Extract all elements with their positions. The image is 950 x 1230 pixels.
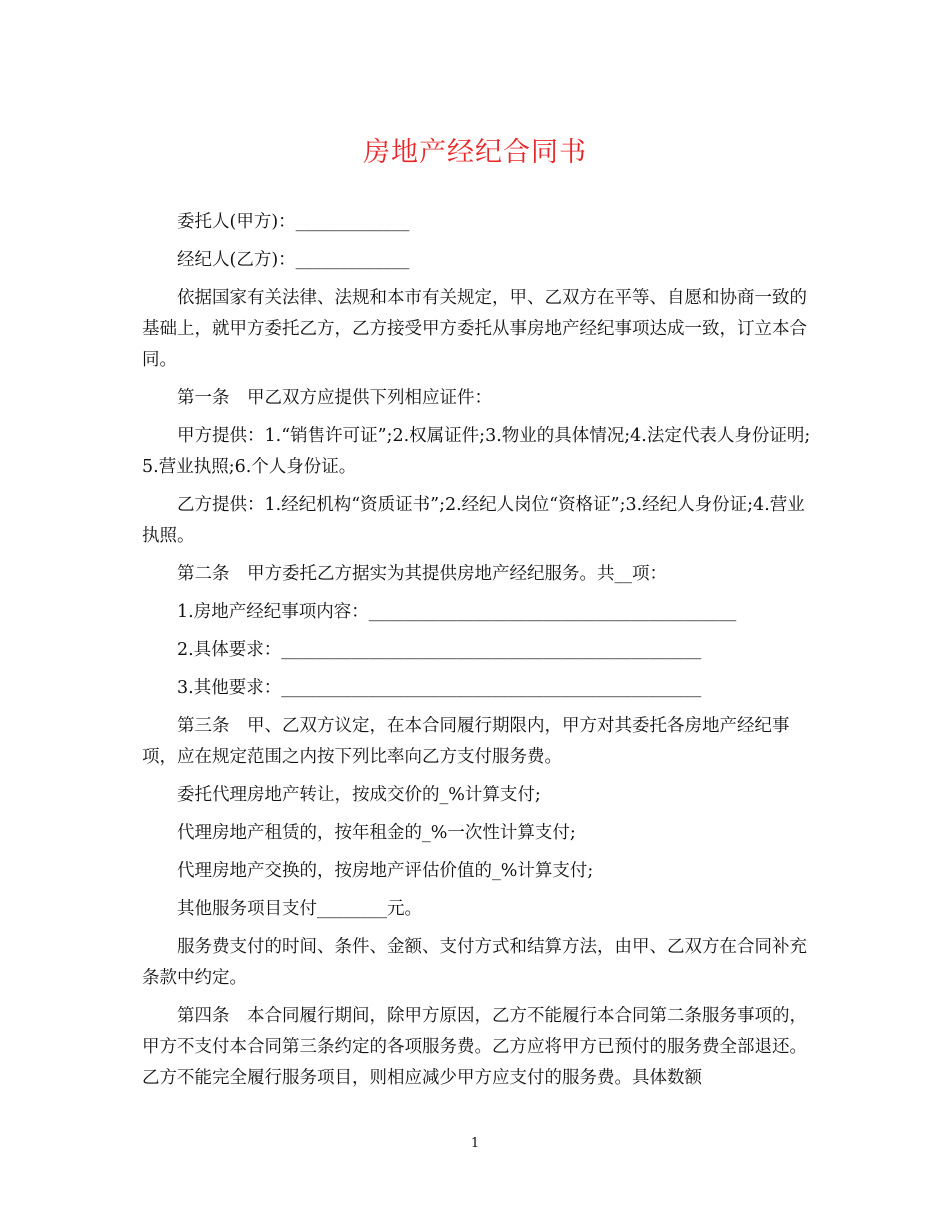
article-2-heading: 第二条 甲方委托乙方据实为其提供房地产经纪服务。共__项：	[177, 564, 667, 584]
article-4-text: 第四条 本合同履行期间，除甲方原因，乙方不能履行本合同第二条服务事项的，甲方不支付本合同第三条约定的各项服务费。乙方应将甲方已预付的服务费全部退还。乙方不能完全履行服务项目，则相应减少甲方应支付的服务费。具体数额	[142, 1006, 807, 1088]
paragraph-preamble: 依据国家有关法律、法规和本市有关规定，甲、乙双方在平等、自愿和协商一致的基础上，就甲方委托乙方，乙方接受甲方委托从事房地产经纪事项达成一致，订立本合同。	[142, 288, 807, 370]
article-1-heading: 第一条 甲乙双方应提供下列相应证件：	[177, 388, 492, 408]
document-body	[142, 207, 814, 1101]
fee-other: 其他服务项目支付________元。	[177, 899, 422, 919]
article-2-item-3: 3.其他要求：________________________________________________	[177, 678, 702, 698]
paragraph-agent: 经纪人(乙方)：_____________	[177, 250, 410, 270]
fee-lease: 代理房地产租赁的，按年租金的_%一次性计算支付;	[177, 823, 576, 843]
fee-payment-terms: 服务费支付的时间、条件、金额、支付方式和结算方法，由甲、乙双方在合同补充条款中约定。	[142, 937, 807, 988]
paragraph-client: 委托人(甲方)：_____________	[177, 212, 410, 232]
article-3-text: 第三条 甲、乙双方议定，在本合同履行期限内，甲方对其委托各房地产经纪事项，应在规定范围之内按下列比率向乙方支付服务费。	[142, 716, 790, 767]
page-number: 1	[470, 1136, 480, 1151]
party-a-documents: 甲方提供：1.“销售许可证”;2.权属证件;3.物业的具体情况;4.法定代表人身份证明;5.营业执照;6.个人身份证。	[142, 426, 811, 477]
party-b-documents: 乙方提供：1.经纪机构“资质证书”;2.经纪人岗位“资格证”;3.经纪人身份证;4.营业执照。	[142, 495, 805, 546]
fee-transfer: 委托代理房地产转让，按成交价的_%计算支付;	[177, 785, 541, 805]
article-2-item-2: 2.具体要求：________________________________________________	[177, 640, 702, 660]
article-2-item-1: 1.房地产经纪事项内容：__________________________________________	[177, 602, 737, 622]
fee-exchange: 代理房地产交换的，按房地产评估价值的_%计算支付;	[177, 861, 594, 881]
document-title: 房地产经纪合同书	[363, 137, 587, 168]
